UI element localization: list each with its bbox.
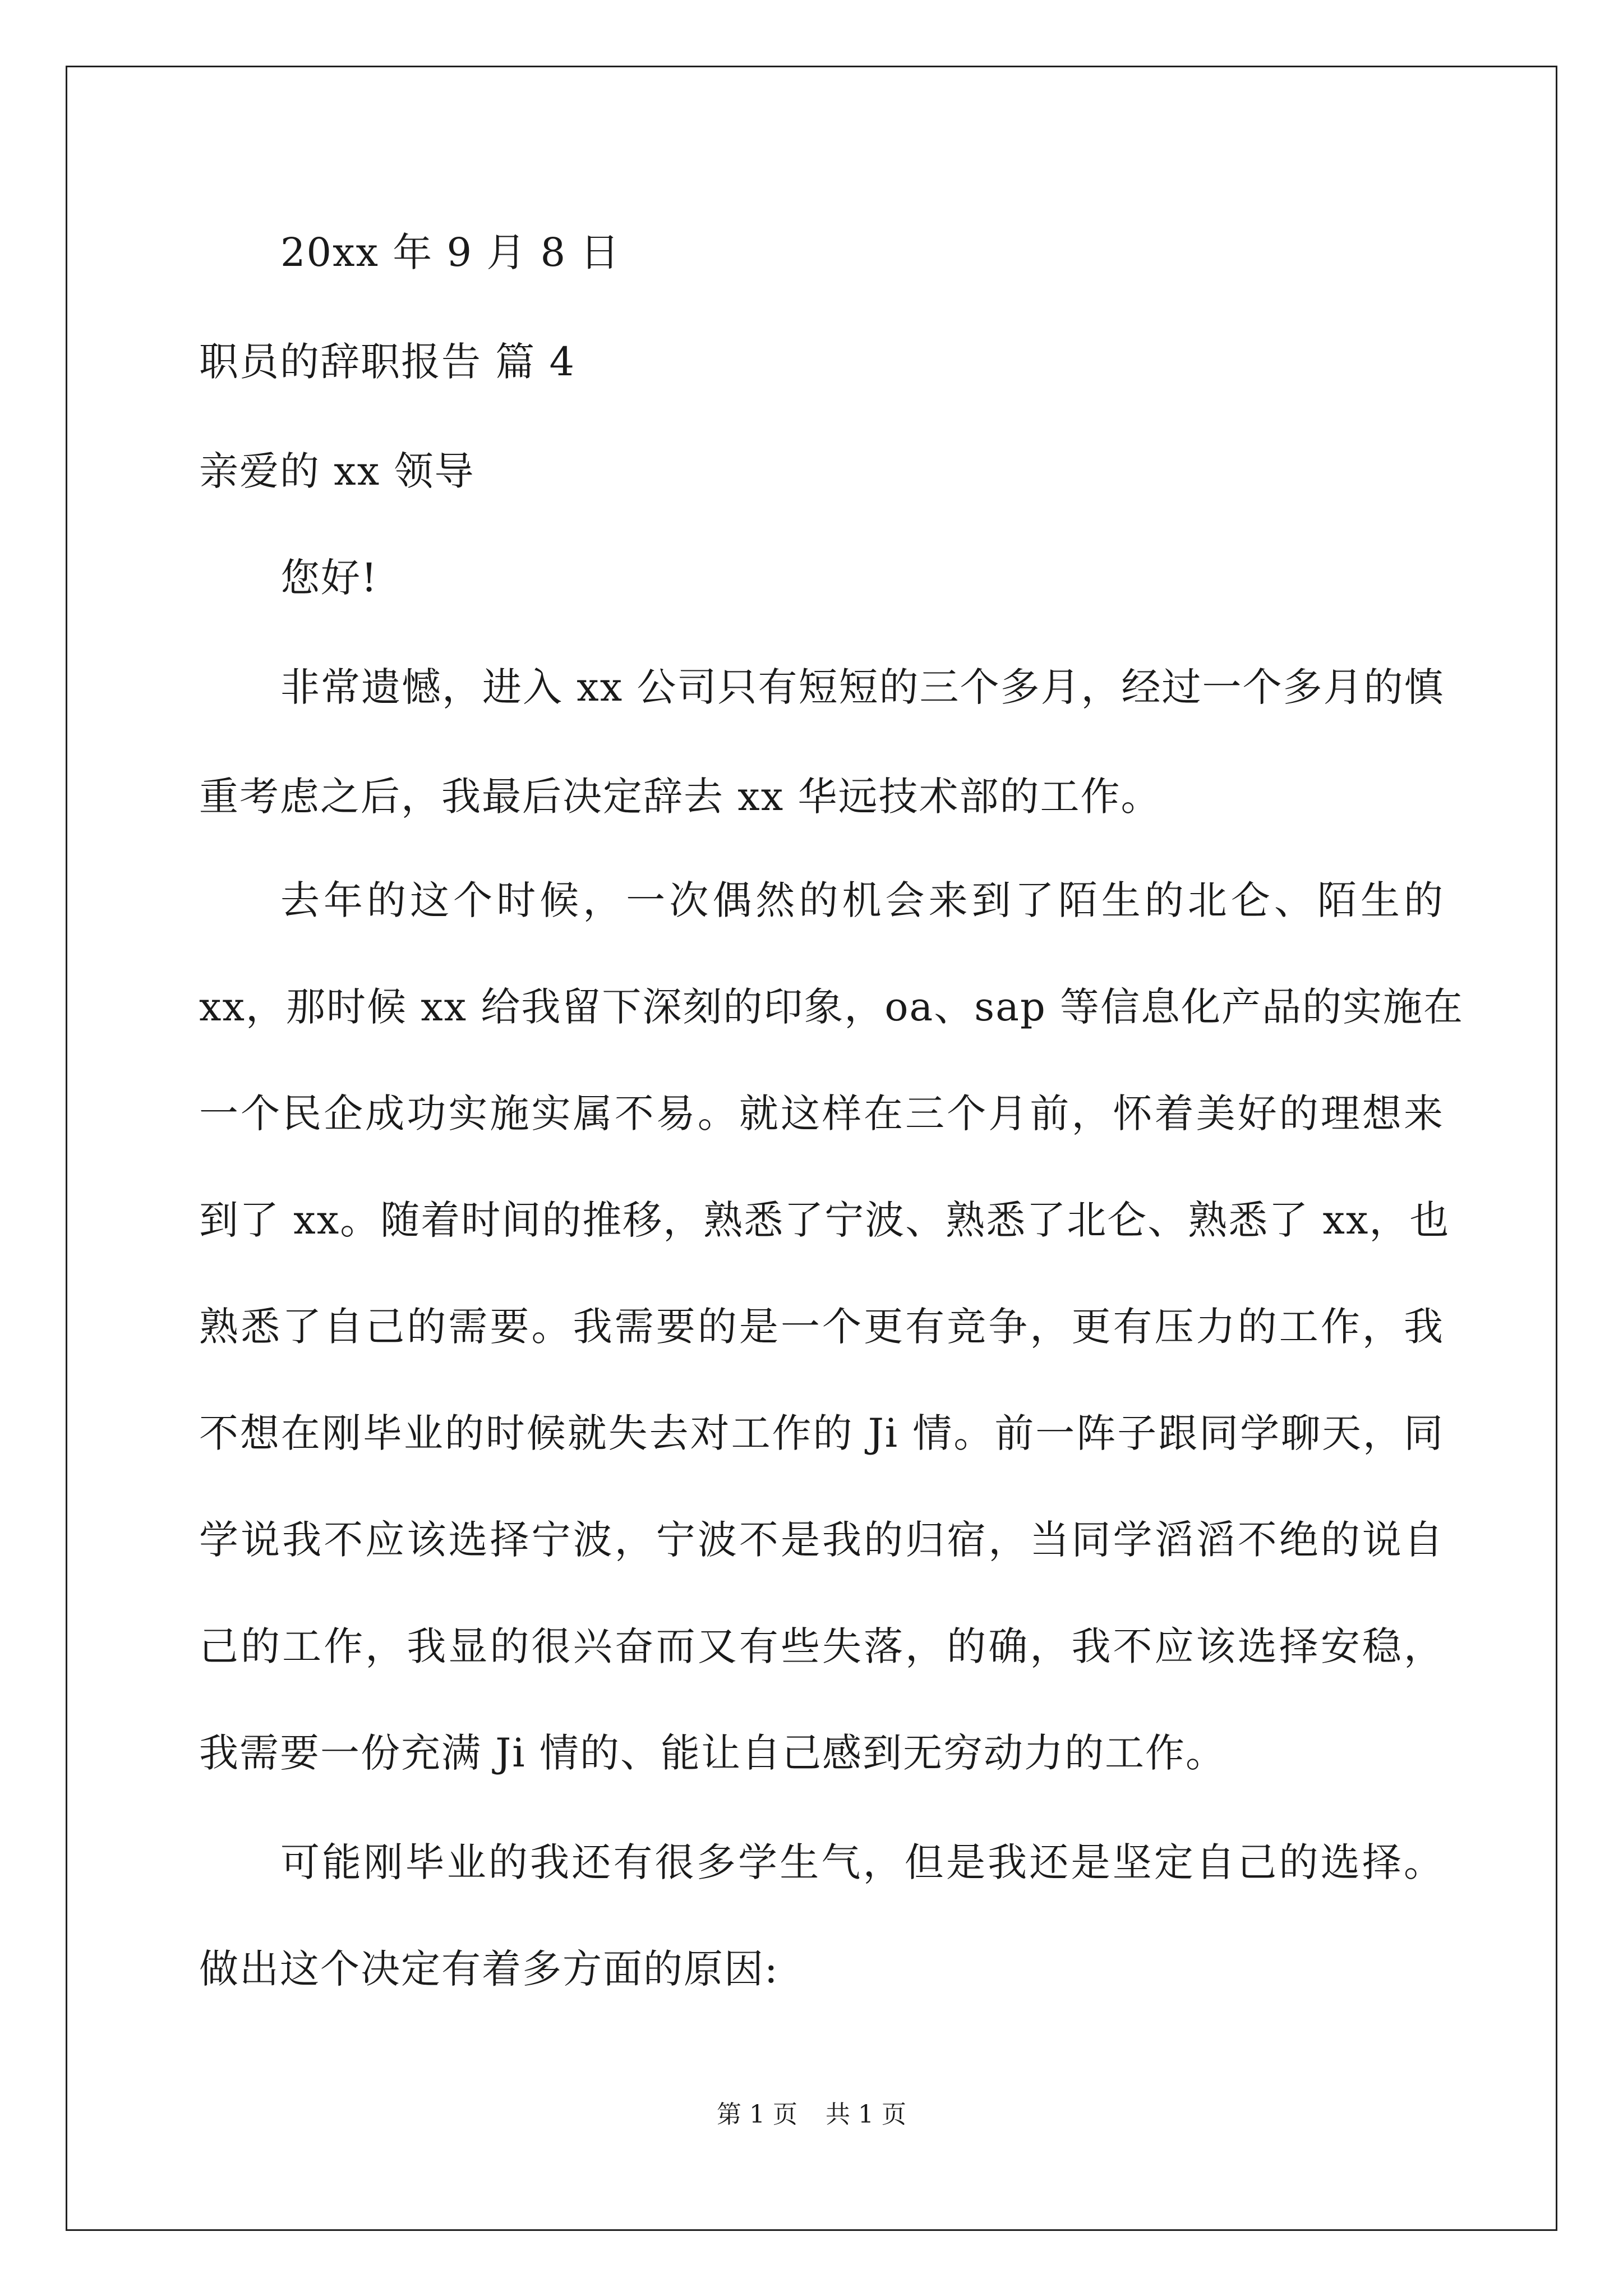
paragraph-2-line-2: xx，那时候 xx 给我留下深刻的印象，oa、sap 等信息化产品的实施在 [199,984,1464,1030]
paragraph-2-line-9: 我需要一份充满 Ji 情的、能让自己感到无穷动力的工作。 [199,1730,1226,1776]
page-footer [0,2098,1623,2132]
paragraph-3-line-2: 做出这个决定有着多方面的原因: [199,1946,779,1992]
paragraph-2-line-5: 熟悉了自己的需要。我需要的是一个更有竞争，更有压力的工作，我 [199,1304,1444,1350]
page-number-total: 共 1 页 [826,2100,906,2129]
date-line: 20xx 年 9 月 8 日 [280,229,621,275]
paragraph-1-line-1: 非常遗憾，进入 xx 公司只有短短的三个多月，经过一个多月的慎 [280,664,1445,710]
document-heading: 职员的辞职报告 篇 4 [199,339,576,385]
paragraph-3-line-1: 可能刚毕业的我还有很多学生气，但是我还是坚定自己的选择。 [280,1839,1444,1885]
salutation: 亲爱的 xx 领导 [199,448,475,494]
paragraph-1-line-2: 重考虑之后，我最后决定辞去 xx 华远技术部的工作。 [199,774,1161,820]
paragraph-2-line-1: 去年的这个时候，一次偶然的机会来到了陌生的北仑、陌生的 [280,877,1444,923]
page-number-current: 第 1 页 [717,2100,797,2129]
paragraph-2-line-6: 不想在刚毕业的时候就失去对工作的 Ji 情。前一阵子跟同学聊天，同 [199,1410,1444,1456]
greeting: 您好! [280,555,379,601]
paragraph-2-line-8: 己的工作，我显的很兴奋而又有些失落，的确，我不应该选择安稳， [199,1623,1444,1669]
paragraph-2-line-3: 一个民企成功实施实属不易。就这样在三个月前，怀着美好的理想来 [199,1091,1444,1137]
paragraph-2-line-7: 学说我不应该选择宁波，宁波不是我的归宿，当同学滔滔不绝的说自 [199,1517,1444,1563]
paragraph-2-line-4: 到了 xx。随着时间的推移，熟悉了宁波、熟悉了北仑、熟悉了 xx，也 [199,1197,1450,1243]
